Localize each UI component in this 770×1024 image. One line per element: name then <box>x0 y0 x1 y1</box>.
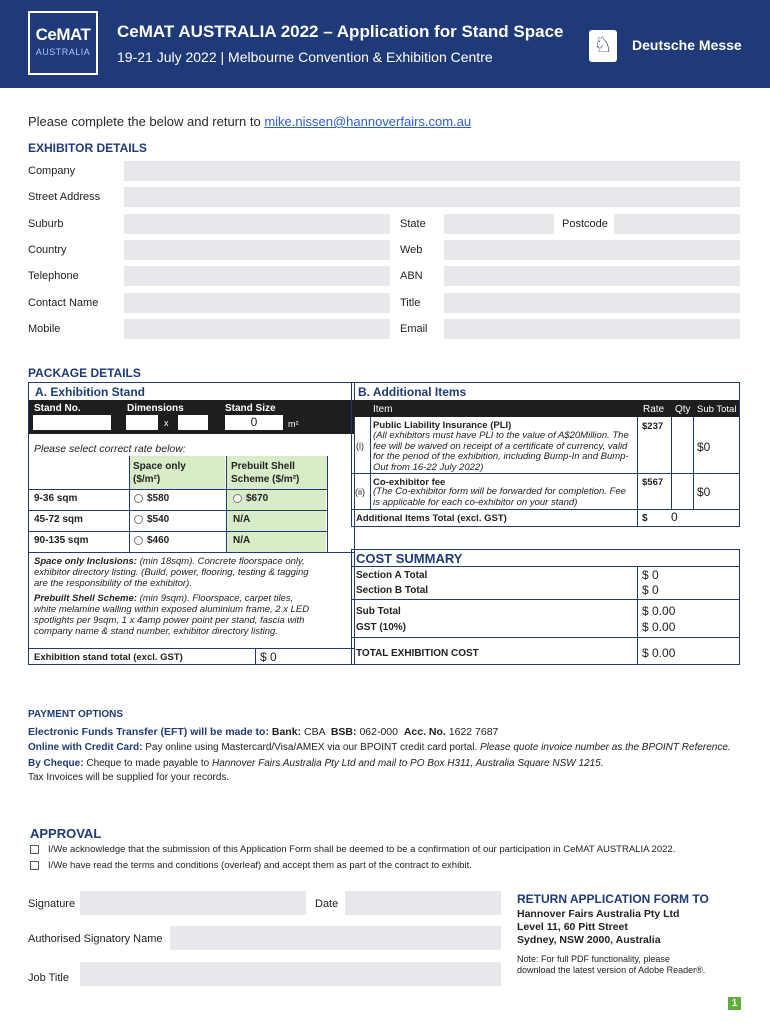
event-subtitle: 19-21 July 2022 | Melbourne Convention & Exhibition Centre <box>117 49 493 65</box>
shell-rate-option-1[interactable] <box>233 493 268 504</box>
rate-range-3: 90-135 sqm <box>34 535 89 546</box>
co-exhibitor-subtotal: $0 <box>697 485 711 499</box>
shell-scheme-inclusions <box>34 593 314 637</box>
eft-bank-label: Bank: <box>271 726 302 738</box>
abn-field[interactable] <box>444 266 740 286</box>
terms-checkbox[interactable] <box>30 861 39 870</box>
stand-size-label: Stand Size <box>225 403 276 414</box>
postcode-label: Postcode <box>562 218 608 230</box>
subtotal-column-header: Sub Total <box>697 404 737 415</box>
section-b-total-label: Section B Total <box>356 585 429 596</box>
items-row-divider <box>352 473 739 474</box>
intro-label: Please complete the below and return to <box>28 114 265 129</box>
space-rate-value-1: $580 <box>147 493 170 504</box>
space-rate-option-1[interactable] <box>134 493 169 504</box>
gst-label: GST (10%) <box>356 622 407 633</box>
space-only-inclusions-text: (min 18sqm). Concrete floorspace only, exhibitor directory listing. (Build, power, flooring, testing & tagging are the responsibility of the exhibitor). <box>34 556 309 589</box>
additional-total-currency: $ <box>642 513 648 524</box>
pli-rate: $237 <box>642 421 664 432</box>
job-title-label: Job Title <box>28 972 69 984</box>
abn-label: ABN <box>400 270 423 282</box>
qty-column-header: Qty <box>675 404 691 415</box>
items-vline-2 <box>637 417 638 527</box>
shell-scheme-column-header: Prebuilt Shell Scheme ($/m²) <box>231 461 300 485</box>
exhibition-stand-heading: A. Exhibition Stand <box>35 385 145 399</box>
state-field[interactable] <box>444 214 554 234</box>
form-title: CeMAT AUSTRALIA 2022 – Application for Stand Space <box>117 22 564 41</box>
stand-total-divider <box>29 648 354 649</box>
rate-row-divider-3 <box>29 552 354 553</box>
subtotal-label: Sub Total <box>356 606 401 617</box>
return-address-line-3: Sydney, NSW 2000, Australia <box>517 934 661 946</box>
country-field[interactable] <box>124 240 390 260</box>
acknowledge-checkbox[interactable] <box>30 845 39 854</box>
cheque-text: Cheque to made payable to <box>83 758 212 769</box>
stand-no-label: Stand No. <box>34 403 81 414</box>
title-label: Title <box>400 297 421 309</box>
web-label: Web <box>400 244 423 256</box>
pli-description: (All exhibitors must have PLI to the value of A$20Million. The fee will be waived on receipt of a certificate of currency, valid for the period of the exhibition, including Bump-In and Bump-Out from 16-22 July 2022) <box>373 430 629 473</box>
package-details-heading: PACKAGE DETAILS <box>28 366 141 380</box>
additional-total-label: Additional Items Total (excl. GST) <box>356 513 507 524</box>
stand-total-value: $ 0 <box>260 650 277 664</box>
section-a-total-value: $ 0 <box>642 568 659 582</box>
date-label: Date <box>315 898 339 910</box>
cost-summary-divider-2 <box>352 599 739 600</box>
mobile-label: Mobile <box>28 323 61 335</box>
authorised-signatory-field[interactable] <box>170 926 501 950</box>
times-sign: x <box>164 418 169 428</box>
cost-summary-vline <box>637 566 638 665</box>
subtotal-value: $ 0.00 <box>642 604 676 618</box>
eft-account: 1622 7687 <box>448 726 499 738</box>
contact-email-link[interactable]: mike.nissen@hannoverfairs.com.au <box>264 114 472 129</box>
cheque-details <box>28 758 603 769</box>
additional-items-heading: B. Additional Items <box>358 385 467 399</box>
cost-summary-divider-3 <box>352 637 739 638</box>
return-form-heading: RETURN APPLICATION FORM TO <box>517 892 709 906</box>
space-rate-radio-3[interactable] <box>134 536 143 545</box>
cemat-logo <box>28 11 98 75</box>
co-exhibitor-description: (The Co-exhibitor form will be forwarded for completion. Fee is applicable for each co-exhibitor on your stand) <box>373 486 626 508</box>
cost-summary-divider-1 <box>352 566 739 567</box>
total-exhibition-cost-label: TOTAL EXHIBITION COST <box>356 648 479 659</box>
date-field[interactable] <box>345 891 501 915</box>
tax-invoice-note: Tax Invoices will be supplied for your records. <box>28 772 230 783</box>
co-exhibitor-qty-field[interactable] <box>673 476 691 507</box>
dimension-width-field[interactable] <box>126 415 158 430</box>
item-ii-number: (ii) <box>355 487 365 497</box>
credit-card-reference-note: Please quote invoice number as the BPOINT Reference. <box>480 742 731 753</box>
rate-range-1: 9-36 sqm <box>34 493 78 504</box>
pli-title: Public Liability Insurance (PLI) <box>373 420 512 431</box>
space-only-inclusions <box>34 556 314 589</box>
stand-total-vline <box>255 648 256 665</box>
rate-table-vline-3 <box>327 456 328 552</box>
credit-card-text: Pay online using Mastercard/Visa/AMEX via our BPOINT credit card portal. <box>142 742 481 753</box>
items-vline-3 <box>671 417 672 509</box>
items-total-divider <box>352 509 739 510</box>
item-column-header: Item <box>373 404 393 415</box>
item-i-number: (i) <box>356 441 364 451</box>
items-vline-4 <box>693 417 694 509</box>
rate-table-vline-1 <box>129 456 130 552</box>
space-rate-radio-1[interactable] <box>134 494 143 503</box>
intro-text <box>28 114 471 129</box>
postcode-field[interactable] <box>614 214 740 234</box>
space-rate-value-3: $460 <box>147 535 170 546</box>
space-rate-value-2: $540 <box>147 514 170 525</box>
company-field[interactable] <box>124 161 740 181</box>
return-address-line-2: Level 11, 60 Pitt Street <box>517 921 628 933</box>
section-a-total-label: Section A Total <box>356 570 428 581</box>
eft-heading: Electronic Funds Transfer (EFT) will be made to: <box>28 726 269 738</box>
square-metre-unit: m² <box>288 419 299 429</box>
shell-rate-radio-1[interactable] <box>233 494 242 503</box>
email-field[interactable] <box>444 319 740 339</box>
contact-name-field[interactable] <box>124 293 390 313</box>
pli-subtotal: $0 <box>697 440 711 454</box>
items-vline-1 <box>370 417 371 509</box>
rate-column-header: Rate <box>643 404 665 415</box>
page-header <box>0 0 770 88</box>
payment-options-heading: PAYMENT OPTIONS <box>28 709 124 720</box>
select-rate-instruction: Please select correct rate below: <box>34 443 186 455</box>
gst-value: $ 0.00 <box>642 620 676 634</box>
stand-size-field[interactable]: 0 <box>225 415 283 430</box>
email-label: Email <box>400 323 428 335</box>
mobile-field[interactable] <box>124 319 390 339</box>
eft-account-label: Acc. No. <box>403 726 446 738</box>
stand-total-label: Exhibition stand total (excl. GST) <box>34 652 183 663</box>
space-only-inclusions-head: Space only Inclusions: <box>34 556 137 567</box>
shell-rate-value-3: N/A <box>233 535 251 546</box>
return-address-line-1: Hannover Fairs Australia Pty Ltd <box>517 908 680 920</box>
shell-scheme-inclusions-text: (min 9sqm). Floorspace, carpet tiles, white melamine walling within exposed aluminium frame, 2 x LED spotlights per 9sqm, 1 x 4amp power point per stand, fascia with company name & stand number, exhibitor directory listing. <box>34 593 310 637</box>
company-label: Company <box>28 165 76 177</box>
signature-field[interactable] <box>80 891 306 915</box>
additional-total-value: 0 <box>671 510 678 524</box>
title-field[interactable] <box>444 293 740 313</box>
approval-heading: APPROVAL <box>30 826 102 841</box>
shell-rate-value-1: $670 <box>246 493 269 504</box>
rate-range-2: 45-72 sqm <box>34 514 83 525</box>
pli-qty-field[interactable] <box>673 419 691 471</box>
adobe-note-line-2: download the latest version of Adobe Reader®. <box>517 965 706 975</box>
telephone-field[interactable] <box>124 266 390 286</box>
street-address-field[interactable] <box>124 187 740 207</box>
shell-scheme-inclusions-head: Prebuilt Shell Scheme: <box>34 593 137 604</box>
space-rate-option-3[interactable] <box>134 535 169 546</box>
terms-text: I/We have read the terms and conditions (overleaf) and accept them as part of the contract to exhibit. <box>48 860 472 871</box>
acknowledge-text: I/We acknowledge that the submission of this Application Form shall be deemed to be a confirmation of our participation in CeMAT AUSTRALIA 2022. <box>48 844 676 855</box>
job-title-field[interactable] <box>80 962 501 986</box>
suburb-label: Suburb <box>28 218 64 230</box>
country-label: Country <box>28 244 67 256</box>
brand-name: Deutsche Messe <box>632 37 742 53</box>
space-rate-option-2[interactable] <box>134 514 169 525</box>
contact-name-label: Contact Name <box>28 297 99 309</box>
logo-sub-text: AUSTRALIA <box>35 47 91 57</box>
eft-details <box>28 726 498 738</box>
cheque-heading: By Cheque: <box>28 758 84 769</box>
stand-no-field[interactable] <box>33 415 111 430</box>
space-only-column-header: Space only ($/m²) <box>133 461 186 485</box>
cheque-payee: Hannover Fairs Australia Pty Ltd and mail to PO Box H311, Australia Square NSW 1215. <box>212 758 604 769</box>
adobe-note-line-1: Note: For full PDF functionality, please <box>517 954 670 964</box>
state-label: State <box>400 218 426 230</box>
cost-summary-heading: COST SUMMARY <box>356 551 463 566</box>
credit-card-heading: Online with Credit Card: <box>28 742 143 753</box>
deutsche-messe-logo-icon: ♘ <box>589 30 617 62</box>
eft-bank: CBA <box>303 726 325 738</box>
eft-bsb: 062-000 <box>359 726 398 738</box>
logo-main-text: CeMAT <box>35 25 91 44</box>
dimension-length-field[interactable] <box>178 415 208 430</box>
page-number: 1 <box>728 997 741 1010</box>
suburb-field[interactable] <box>124 214 390 234</box>
exhibitor-details-heading: EXHIBITOR DETAILS <box>28 141 147 155</box>
street-label: Street Address <box>28 191 101 203</box>
total-exhibition-cost-value: $ 0.00 <box>642 646 676 660</box>
co-exhibitor-rate: $567 <box>642 477 664 488</box>
web-field[interactable] <box>444 240 740 260</box>
authorised-signatory-label: Authorised Signatory Name <box>28 933 163 945</box>
dimensions-label: Dimensions <box>127 403 184 414</box>
eft-bsb-label: BSB: <box>330 726 357 738</box>
telephone-label: Telephone <box>28 270 79 282</box>
co-exhibitor-title: Co-exhibitor fee <box>373 477 446 488</box>
space-rate-radio-2[interactable] <box>134 515 143 524</box>
signature-label: Signature <box>28 898 76 910</box>
section-b-total-value: $ 0 <box>642 583 659 597</box>
credit-card-details <box>28 742 731 753</box>
shell-rate-value-2: N/A <box>233 514 251 525</box>
